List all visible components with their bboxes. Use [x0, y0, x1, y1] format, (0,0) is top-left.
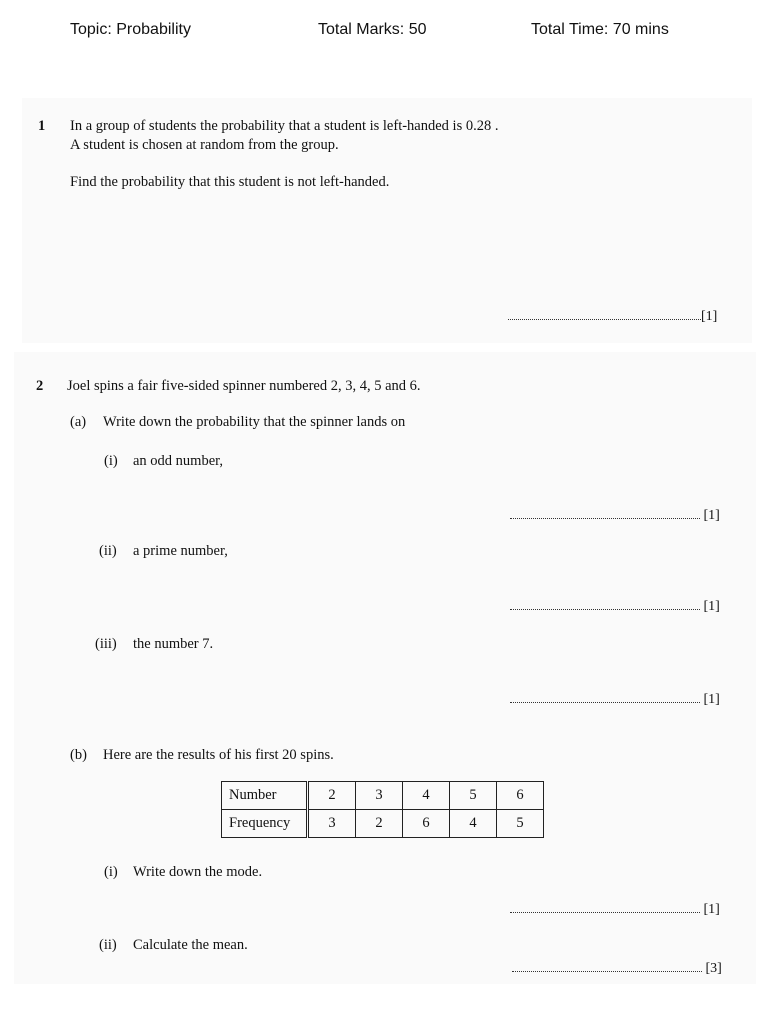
part-b-i-mark: [1] [703, 902, 720, 917]
total-marks-label: Total Marks: 50 [318, 21, 427, 38]
topic-label: Topic: Probability [70, 21, 191, 38]
answer-dotted-line[interactable] [510, 508, 700, 519]
table-cell: 2 [356, 810, 403, 838]
question-1-mark: [1] [701, 309, 718, 324]
answer-dotted-line[interactable] [512, 961, 702, 972]
answer-dotted-line[interactable] [510, 692, 700, 703]
spin-results-table [221, 781, 544, 838]
part-a-iii-answer-line[interactable] [510, 692, 720, 708]
part-a-ii-text: a prime number, [133, 543, 228, 559]
total-time-label: Total Time: 70 mins [531, 21, 669, 38]
part-b-ii-label: (ii) [99, 937, 117, 953]
answer-dotted-line[interactable] [510, 599, 700, 610]
question-2-number: 2 [36, 378, 44, 394]
part-a-ii-label: (ii) [99, 543, 117, 559]
question-2-intro: Joel spins a fair five-sided spinner numbered 2, 3, 4, 5 and 6. [67, 378, 421, 394]
table-cell: 6 [497, 782, 544, 810]
table-cell: 4 [450, 810, 497, 838]
question-1-number: 1 [38, 118, 46, 134]
part-a-label: (a) [70, 414, 87, 430]
part-b-i-label: (i) [104, 864, 118, 880]
question-1-line-1: In a group of students the probability that a student is left-handed is 0.28 . [70, 118, 499, 134]
answer-dotted-line[interactable] [508, 309, 701, 320]
table-row-number [222, 782, 544, 810]
part-a-iii-label: (iii) [95, 636, 117, 652]
question-1-line-3: Find the probability that this student is not left-handed. [70, 174, 390, 190]
part-a-iii-text: the number 7. [133, 636, 214, 652]
part-b-text: Here are the results of his first 20 spins. [103, 747, 334, 763]
part-b-ii-answer-line[interactable] [512, 961, 722, 977]
part-b-ii-text: Calculate the mean. [133, 937, 248, 953]
table-cell: 2 [308, 782, 356, 810]
table-cell: 5 [497, 810, 544, 838]
table-header-frequency: Frequency [222, 810, 308, 838]
part-b-ii-mark: [3] [705, 961, 722, 976]
table-cell: 3 [308, 810, 356, 838]
part-a-iii-mark: [1] [703, 692, 720, 707]
question-2-panel [14, 352, 756, 984]
part-b-label: (b) [70, 747, 87, 763]
part-b-i-answer-line[interactable] [510, 902, 720, 918]
part-a-i-mark: [1] [703, 508, 720, 523]
part-a-i-label: (i) [104, 453, 118, 469]
question-1-answer-line[interactable] [508, 309, 717, 325]
part-a-ii-mark: [1] [703, 599, 720, 614]
answer-dotted-line[interactable] [510, 902, 700, 913]
part-a-text: Write down the probability that the spinner lands on [103, 414, 406, 430]
table-row-frequency [222, 810, 544, 838]
table-header-number: Number [222, 782, 308, 810]
table-cell: 4 [403, 782, 450, 810]
table-cell: 6 [403, 810, 450, 838]
table-cell: 3 [356, 782, 403, 810]
table-cell: 5 [450, 782, 497, 810]
part-a-ii-answer-line[interactable] [510, 599, 720, 615]
part-a-i-answer-line[interactable] [510, 508, 720, 524]
question-1-line-2: A student is chosen at random from the group. [70, 137, 339, 153]
part-a-i-text: an odd number, [133, 453, 224, 469]
part-b-i-text: Write down the mode. [133, 864, 263, 880]
